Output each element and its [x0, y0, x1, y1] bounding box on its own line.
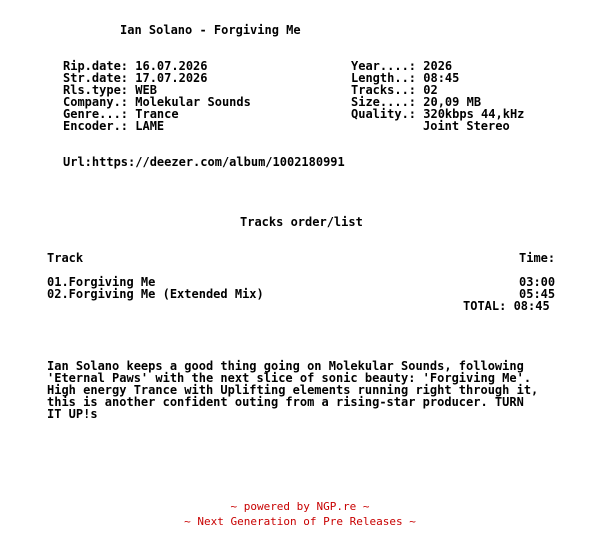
- description-line: 'Eternal Paws' with the next slice of sonic beauty: 'Forgiving Me'.: [47, 371, 532, 385]
- year: Year....: 2026: [351, 59, 453, 73]
- time-column-header: Time:: [519, 251, 556, 265]
- powered-by-footer: ~ powered by NGP.re ~: [230, 500, 370, 513]
- track-2-name: 02.Forgiving Me (Extended Mix): [47, 287, 264, 301]
- track-1-time: 03:00: [519, 275, 556, 289]
- track-1-name: 01.Forgiving Me: [47, 275, 156, 289]
- track-column-header: Track: [47, 251, 84, 265]
- description-line: this is another confident outing from a rising-star producer. TURN: [47, 395, 524, 409]
- street-date: Str.date: 17.07.2026: [63, 71, 208, 85]
- release-type: Rls.type: WEB: [63, 83, 157, 97]
- track-2-time: 05:45: [519, 287, 556, 301]
- rip-date: Rip.date: 16.07.2026: [63, 59, 208, 73]
- size: Size....: 20,09 MB: [351, 95, 482, 109]
- total-time: TOTAL: 08:45: [463, 299, 550, 313]
- tracklist-heading: Tracks order/list: [240, 215, 363, 229]
- description-line: High energy Trance with Uplifting elements running right through it,: [47, 383, 539, 397]
- company: Company.: Molekular Sounds: [63, 95, 251, 109]
- quality: Quality.: 320kbps 44,kHz: [351, 107, 525, 121]
- album-url: Url:https://deezer.com/album/1002180991: [63, 155, 345, 169]
- genre: Genre...: Trance: [63, 107, 179, 121]
- description-line: Ian Solano keeps a good thing going on Molekular Sounds, following: [47, 359, 524, 373]
- tagline-footer: ~ Next Generation of Pre Releases ~: [184, 515, 416, 528]
- length: Length..: 08:45: [351, 71, 460, 85]
- tracks-count: Tracks..: 02: [351, 83, 438, 97]
- encoder: Encoder.: LAME: [63, 119, 165, 133]
- stereo-mode: Joint Stereo: [423, 119, 510, 133]
- description-line: IT UP!s: [47, 407, 98, 421]
- release-title: Ian Solano - Forgiving Me: [120, 23, 301, 37]
